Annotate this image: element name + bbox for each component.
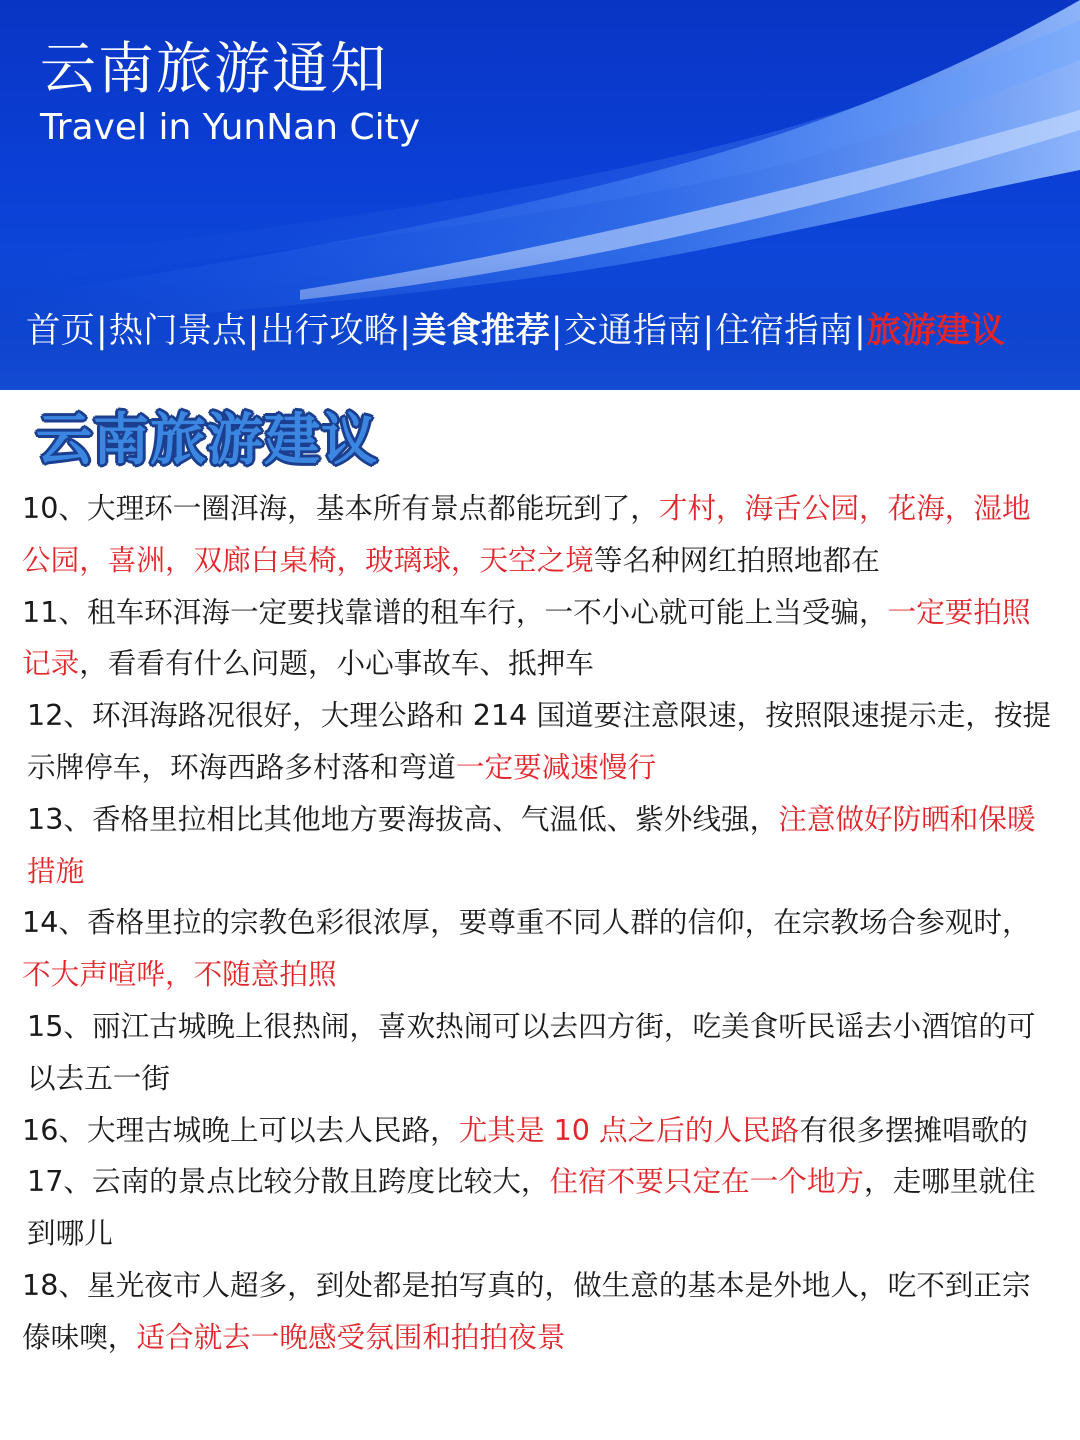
- tip-item: [22, 897, 1058, 1001]
- nav-item-travel-tips[interactable]: 旅游建议: [866, 311, 1005, 351]
- tip-text: 13、香格里拉相比其他地方要海拔高、气温低、紫外线强，: [27, 801, 779, 836]
- tip-highlight: 注意做好防晒和保暖措施: [27, 801, 1036, 888]
- tip-item: [22, 1260, 1058, 1364]
- header-title: 云南旅游通知: [40, 37, 388, 102]
- tips-list: [22, 483, 1058, 1364]
- header-banner: [0, 0, 1080, 390]
- tip-text: ，走哪里就住到哪儿: [27, 1164, 1036, 1251]
- nav-item-hot-attractions[interactable]: 热门景点: [108, 311, 247, 351]
- tip-text: 16、大理古城晚上可以去人民路，: [22, 1112, 459, 1147]
- tip-text: 有很多摆摊唱歌的: [799, 1112, 1028, 1147]
- nav-separator: |: [96, 311, 108, 351]
- tip-item: [22, 1105, 1058, 1157]
- tip-highlight: 才村，海舌公园，花海，湿地公园，喜洲，双廊白桌椅，玻璃球，天空之境: [22, 491, 1031, 577]
- tip-highlight: 一定要拍照记录: [22, 594, 1031, 681]
- tip-highlight: 尤其是 10 点之后的人民路: [458, 1112, 800, 1147]
- nav-item-lodging[interactable]: 住宿指南: [715, 311, 854, 351]
- tip-text: 14、香格里拉的宗教色彩很浓厚，要尊重不同人群的信仰，在宗教场合参观时，: [22, 905, 1031, 940]
- section-title: 云南旅游建议: [36, 408, 378, 473]
- tip-item: [22, 794, 1058, 898]
- tip-highlight: 一定要减速慢行: [455, 749, 657, 784]
- tip-text: 10、大理环一圈洱海，基本所有景点都能玩到了，: [22, 491, 659, 525]
- header-subtitle: Travel in YunNan City: [40, 107, 421, 148]
- nav-item-transport[interactable]: 交通指南: [563, 311, 702, 351]
- tip-text: 15、丽江古城晚上很热闹，喜欢热闹可以去四方街，吃美食听民谣去小酒馆的可以去五一街: [27, 1008, 1036, 1095]
- tip-text: ，看看有什么问题，小心事故车、抵押车: [79, 646, 594, 681]
- tip-text: 18、星光夜市人超多，到处都是拍写真的，做生意的基本是外地人，吃不到正宗傣味噢，: [22, 1267, 1031, 1354]
- tip-item: [22, 483, 1058, 587]
- nav-separator: |: [247, 311, 260, 351]
- tip-item: [22, 690, 1058, 794]
- nav-separator: |: [702, 311, 715, 351]
- nav-item-food[interactable]: 美食推荐: [411, 311, 550, 351]
- tip-item: [22, 1001, 1058, 1105]
- tip-item: [22, 1156, 1058, 1260]
- tip-text: 12、环洱海路况很好，大理公路和 214 国道要注意限速，按照限速提示走，按提示牌停车，环海西路多村落和弯道: [27, 698, 1052, 784]
- tip-highlight: 适合就去一晚感受氛围和拍拍夜景: [136, 1319, 566, 1354]
- tip-text: 等名种网红拍照地都在: [593, 542, 880, 577]
- tip-highlight: 不大声喧哗，不随意拍照: [22, 957, 337, 992]
- tip-highlight: 住宿不要只定在一个地方: [549, 1164, 865, 1199]
- nav-separator: |: [550, 311, 563, 351]
- nav-separator: |: [399, 311, 411, 351]
- tip-text: 17、云南的景点比较分散且跨度比较大，: [27, 1164, 550, 1199]
- nav-bar: [26, 308, 1066, 354]
- tip-text: 11、租车环洱海一定要找靠谱的租车行，一不小心就可能上当受骗，: [22, 594, 888, 629]
- tip-item: [22, 587, 1058, 691]
- nav-item-home[interactable]: 首页: [26, 311, 95, 351]
- nav-separator: |: [854, 311, 866, 351]
- nav-item-travel-guide[interactable]: 出行攻略: [260, 311, 399, 351]
